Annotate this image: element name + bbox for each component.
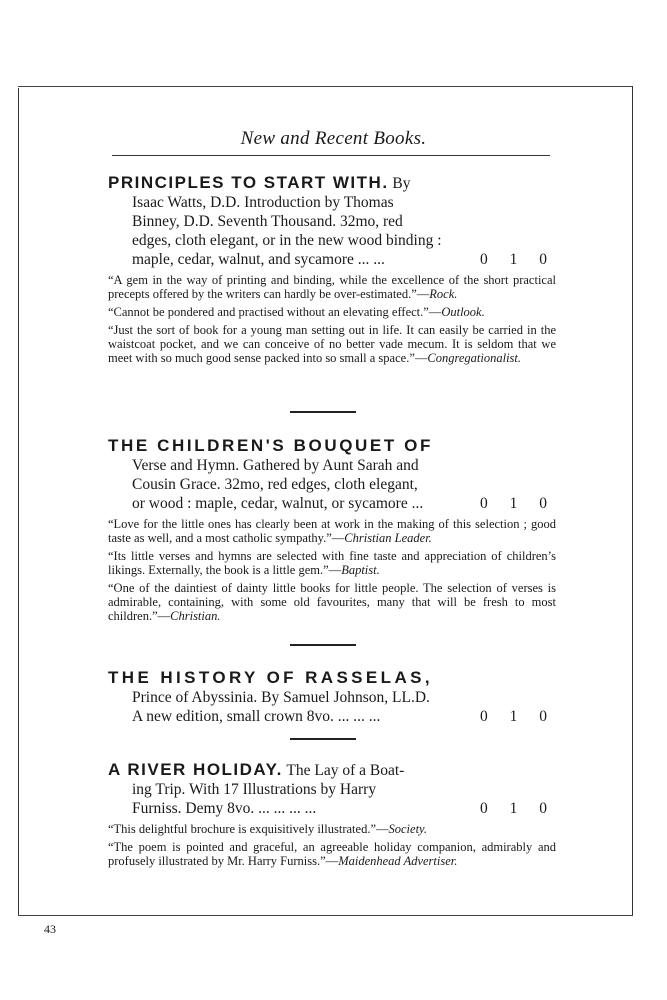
review-source: Congregationalist.	[427, 351, 522, 365]
book-entry-river-holiday	[108, 760, 556, 868]
review-quote: “Its little verses and hymns are selected with fine taste and appreciation of children’s likings. Externally, the book is a little gem.”—Baptist.	[108, 549, 556, 577]
section-separator	[290, 411, 356, 413]
price: 0 1 0	[480, 708, 556, 725]
review-quote: “Cannot be pondered and practised without an elevating effect.”—Outlook.	[108, 305, 485, 319]
price: 0 1 0	[480, 251, 556, 268]
entry-line: Prince of Abyssinia. By Samuel Johnson, LL.D.	[132, 689, 430, 706]
book-title: A RIVER HOLIDAY.	[108, 760, 283, 779]
book-entry-rasselas	[108, 668, 556, 726]
title-continuation: By	[388, 175, 411, 192]
entry-line: Isaac Watts, D.D. Introduction by Thomas	[132, 194, 394, 211]
book-entry-childrens-bouquet	[108, 436, 556, 623]
review-source: Society.	[388, 822, 428, 836]
price: 0 1 0	[480, 800, 556, 817]
book-title: THE HISTORY OF RASSELAS,	[108, 668, 433, 687]
price-line	[108, 494, 556, 513]
review-quote: “One of the daintiest of dainty little books for little people. The selection of verses is admirable, containing, with some old favourites, many that will be fresh to most children.”—Christian.	[108, 581, 556, 623]
entry-main	[108, 668, 556, 726]
page-frame-bottom	[18, 915, 633, 916]
price-line	[108, 799, 556, 818]
price-description: A new edition, small crown 8vo. ... ... ...	[132, 708, 381, 725]
running-head: New and Recent Books.	[240, 128, 427, 149]
review-quote: “Love for the little ones has clearly been at work in the making of this selection ; good taste as well, and a most catholic sympathy.”—Christian Leader.	[108, 517, 556, 545]
review-quote: “This delightful brochure is exquisitively illustrated.”—Society.	[108, 822, 428, 836]
price: 0 1 0	[480, 495, 556, 512]
entry-line: Binney, D.D. Seventh Thousand. 32mo, red	[132, 213, 403, 230]
price-description: maple, cedar, walnut, and sycamore ... ...	[132, 251, 385, 268]
page-frame-left	[18, 88, 19, 916]
page-frame-right	[632, 86, 633, 916]
entry-line: Cousin Grace. 32mo, red edges, cloth elegant,	[132, 476, 418, 493]
review-quote: “Just the sort of book for a young man setting out in life. It can easily be carried in the waistcoat pocket, and we can conceive of no better vade mecum. It is seldom that we meet with so much good sense packed into so small a space.”—Congregationalist.	[108, 323, 556, 365]
entry-main	[108, 760, 556, 818]
entry-main	[108, 173, 556, 269]
review-source: Christian Leader.	[344, 531, 432, 545]
book-title: PRINCIPLES TO START WITH.	[108, 173, 389, 192]
entry-line: ing Trip. With 17 Illustrations by Harry	[132, 781, 377, 798]
review-source: Maidenhead Advertiser.	[338, 854, 458, 868]
price-description: or wood : maple, cedar, walnut, or sycamore ...	[132, 495, 424, 512]
head-rule	[112, 155, 550, 156]
section-separator	[290, 644, 356, 646]
book-entry-principles	[108, 173, 556, 365]
page-frame-top	[18, 86, 633, 87]
price-description: Furniss. Demy 8vo. ... ... ... ...	[132, 800, 317, 817]
review-source: Christian.	[170, 609, 221, 623]
entry-line: edges, cloth elegant, or in the new wood binding :	[132, 232, 442, 249]
review-source: Baptist.	[341, 563, 380, 577]
price-line	[108, 250, 556, 269]
entry-line: Verse and Hymn. Gathered by Aunt Sarah and	[132, 457, 419, 474]
entry-main	[108, 436, 556, 513]
review-source: Rock.	[429, 287, 458, 301]
title-continuation: The Lay of a Boat-	[282, 762, 405, 779]
page-number: 43	[44, 922, 56, 936]
book-title: THE CHILDREN'S BOUQUET OF	[108, 436, 433, 455]
section-separator	[290, 738, 356, 740]
review-source: Outlook.	[441, 305, 485, 319]
review-quote: “The poem is pointed and graceful, an agreeable holiday companion, admirably and profusely illustrated by Mr. Harry Furniss.”—Maidenhead Advertiser.	[108, 840, 556, 868]
review-quote: “A gem in the way of printing and binding, while the excellence of the short practical precepts offered by the writers can hardly be over-estimated.”—Rock.	[108, 273, 556, 301]
price-line	[108, 707, 556, 726]
